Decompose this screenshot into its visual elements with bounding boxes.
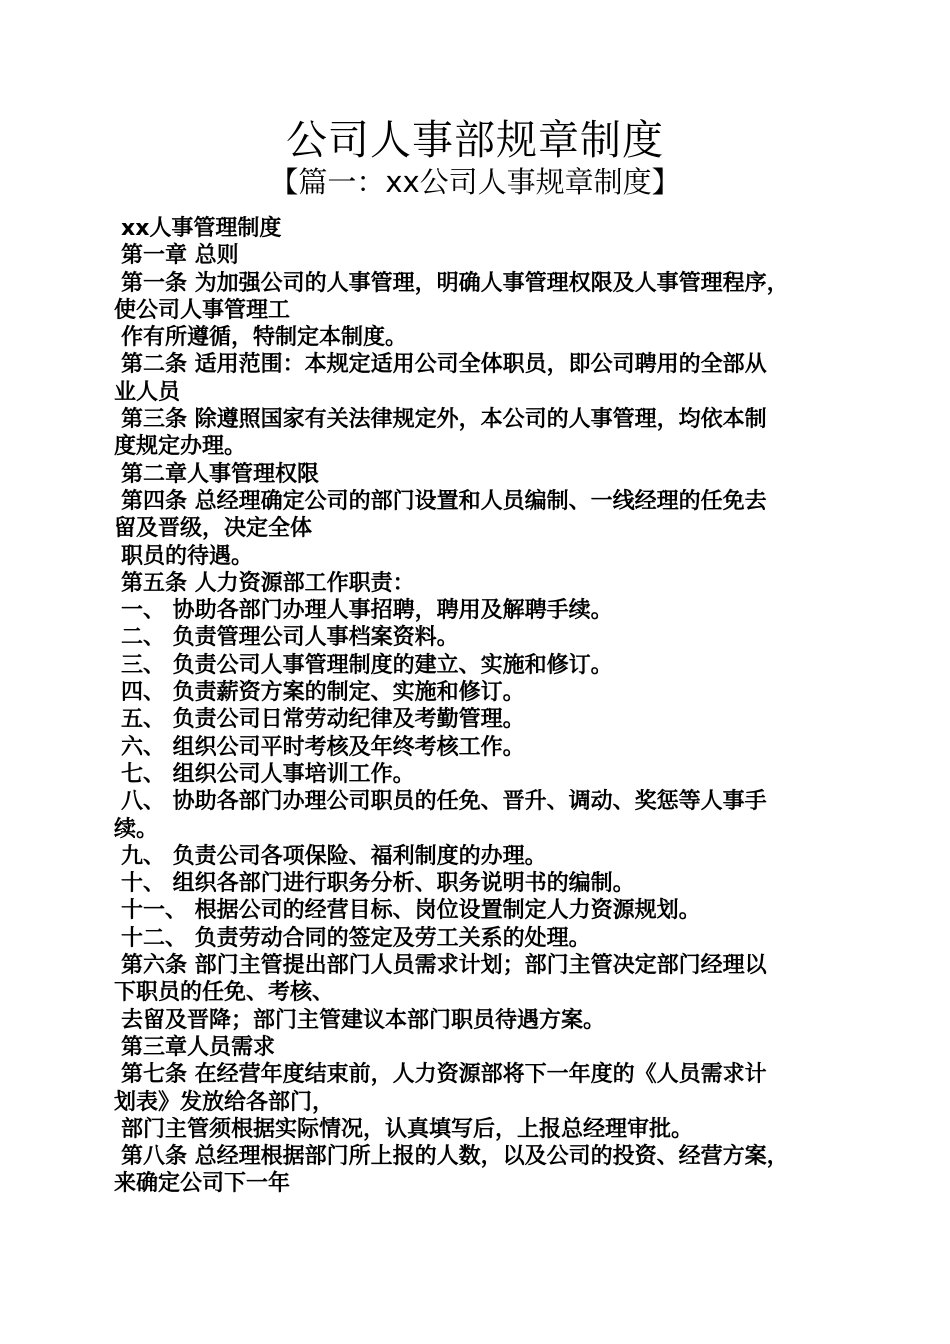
text-line: 九、 负责公司各项保险、福利制度的办理。 [121,843,547,869]
text-line: 六、 组织公司平时考核及年终考核工作。 [121,734,525,760]
text-line: 划表》发放给各部门， [114,1089,335,1115]
document-subtitle: 【篇一：xx公司人事规章制度】 [269,165,681,199]
text-line: 十二、 负责劳动合同的签定及劳工关系的处理。 [121,925,591,951]
text-line: 三、 负责公司人事管理制度的建立、实施和修订。 [121,652,613,678]
text-line: 二、 负责管理公司人事档案资料。 [121,625,459,651]
text-line: 八、 协助各部门办理公司职员的任免、晋升、调动、奖惩等人事手 [121,789,767,815]
text-line: 十、 组织各部门进行职务分析、职务说明书的编制。 [121,871,635,897]
document-title: 公司人事部规章制度 [286,116,664,164]
text-line: 业人员 [114,379,181,405]
text-line: 第七条 在经营年度结束前，人力资源部将下一年度的《人员需求计 [121,1062,767,1088]
text-line: 第三章人员需求 [121,1034,276,1060]
text-line: 来确定公司下一年 [114,1171,291,1197]
text-line: 使公司人事管理工 [114,297,291,323]
text-line: 第二条 适用范围：本规定适用公司全体职员，即公司聘用的全部从 [121,352,767,378]
text-line: 第一条 为加强公司的人事管理，明确人事管理权限及人事管理程序， [121,270,789,296]
text-line: 十一、 根据公司的经营目标、岗位设置制定人力资源规划。 [121,898,701,924]
text-line: 第八条 总经理根据部门所上报的人数，以及公司的投资、经营方案， [121,1144,789,1170]
text-line: 下职员的任免、考核、 [114,980,335,1006]
text-line: 第三条 除遵照国家有关法律规定外，本公司的人事管理，均依本制 [121,407,767,433]
text-line: 作有所遵循，特制定本制度。 [121,325,408,351]
text-line: 七、 组织公司人事培训工作。 [121,761,415,787]
text-line: 续。 [114,816,159,842]
text-line: 五、 负责公司日常劳动纪律及考勤管理。 [121,707,525,733]
text-line: 第二章人事管理权限 [121,461,320,487]
document-body [114,215,838,1198]
text-line: 第四条 总经理确定公司的部门设置和人员编制、一线经理的任免去 [121,488,767,514]
text-line: 第六条 部门主管提出部门人员需求计划；部门主管决定部门经理以 [121,953,767,979]
text-line: 四、 负责薪资方案的制定、实施和修订。 [121,680,525,706]
text-line: 部门主管须根据实际情况，认真填写后，上报总经理审批。 [121,1116,694,1142]
text-line: 第一章 总则 [121,243,239,269]
text-line: 职员的待遇。 [121,543,254,569]
text-line: 一、 协助各部门办理人事招聘，聘用及解聘手续。 [121,598,613,624]
text-line: 第五条 人力资源部工作职责： [121,570,415,596]
text-line: 去留及晋降；部门主管建议本部门职员待遇方案。 [121,1007,606,1033]
text-line: 度规定办理。 [114,434,247,460]
text-line: 留及晋级，决定全体 [114,516,313,542]
text-line: xx人事管理制度 [121,216,282,241]
